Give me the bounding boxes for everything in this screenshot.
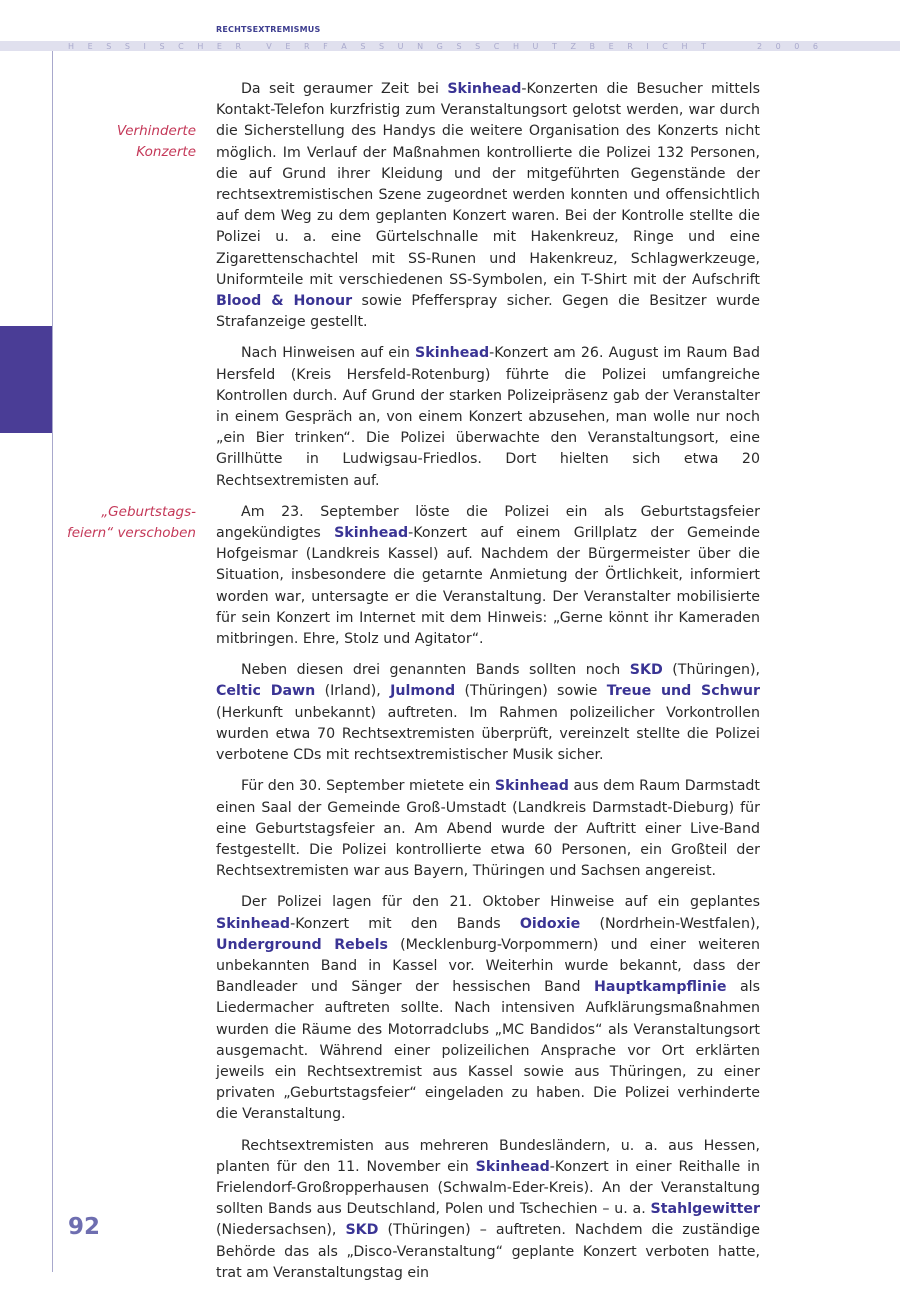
text-run: -Konzert auf einem Grillplatz der Gemeinde Hofgeismar (Landkreis Kassel) auf. Nachdem der Bürgermeister über die Situation, insbesondere die getarnte Anmietung der Örtlichkeit, informiert worden war, untersagte er die Veranstaltung. Der Veranstalter mobilisierte für sein Konzert im Internet mit dem Hinweis: „Gerne könnt ihr Kameraden mitbringen. Ehre, Stolz und Agitator“. <box>216 525 760 648</box>
header-letter: I <box>646 42 651 51</box>
paragraph <box>216 776 760 882</box>
header-letter: F <box>323 42 330 51</box>
highlighted-term: Skinhead <box>447 81 522 97</box>
text-run: (Niedersachsen), <box>216 1222 346 1239</box>
text-run: als Liedermacher auftreten sollte. Nach intensiven Aufklärungsmaßnahmen wurden die Räume des Motorradclubs „MC Bandidos“ als Veranstaltungsort ausgemacht. Während einer polizeilichen Ansprache vor Ort erklärten jeweils ein Rechtsextremist aus Kassel sowie aus Thüringen, zu einer privaten „Geburtstagsfeier“ eingeladen zu haben. Die Polizei verhinderte die Veranstaltung. <box>216 979 760 1123</box>
margin-rule <box>52 51 53 1272</box>
margin-note-geburtstagsfeiern <box>46 502 196 544</box>
margin-note-line: Verhinderte <box>116 123 196 139</box>
highlighted-term: Skinhead <box>415 345 490 362</box>
header-letter: V <box>266 42 274 51</box>
text-run: sowie Pfefferspray sicher. Gegen die Besitzer wurde Strafanzeige gestellt. <box>216 293 760 331</box>
highlighted-term: SKD <box>629 662 663 679</box>
header-letter: 6 <box>812 42 820 51</box>
header-letter: S <box>456 42 464 51</box>
header-letter: E <box>608 42 616 51</box>
text-run: Für den 30. September mietete ein <box>241 778 495 795</box>
margin-note-line: Konzerte <box>136 144 196 160</box>
highlighted-term: Skinhead <box>216 915 291 932</box>
header-letter: N <box>417 42 426 51</box>
page-number: 92 <box>68 1214 101 1240</box>
highlighted-term: Celtic Dawn <box>216 683 316 700</box>
text-run: (Irland), <box>315 683 391 700</box>
paragraph <box>216 502 760 650</box>
highlighted-term: Julmond <box>390 683 456 700</box>
paragraph <box>216 660 760 766</box>
highlighted-term: Underground Rebels <box>216 936 388 953</box>
header-letter: S <box>360 42 368 51</box>
header-letter: E <box>216 42 224 51</box>
text-run: -Konzert in einer Reithalle in Frielendorf-Großropperhausen (Schwalm-Eder-Kreis). An der Veranstaltung sollten Bands aus Deutschland, Polen und Tschechien – u. a. <box>216 1158 760 1218</box>
header-letter: G <box>436 42 445 51</box>
header-letter: U <box>532 42 541 51</box>
header-letter: 0 <box>794 42 802 51</box>
header-letter: C <box>662 42 670 51</box>
text-run: Nach Hinweisen auf ein <box>241 345 416 362</box>
text-run: -Konzerten die Besucher mittels Kontakt-Telefon kurzfristig zum Veranstaltungsort gelotst werden, war durch die Sicherstellung des Handys die weitere Organisation des Konzerts nicht möglich. Im Verlauf der Maßnahmen kontrollierte die Polizei 132 Personen, die auf Grund ihrer Kleidung und der mitgeführten Gegenstände der rechtsextremistischen Szene zugeordnet werden konnten und offensichtlich auf dem Weg zu dem geplanten Konzert waren. Bei der Kontrolle stellte die Polizei u. a. eine Gürtelschnalle mit Hakenkreuz, Ringe und eine Zigarettenschachtel mit SS-Runen und Hakenkreuz, Schlagwerkzeuge, Uniformteile mit verschiedenen SS-Symbolen, ein T-Shirt mit der Aufschrift <box>216 81 760 288</box>
section-label: RECHTSEXTREMISMUS <box>216 25 321 34</box>
header-letter: T <box>701 42 708 51</box>
header-letter: S <box>159 42 167 51</box>
highlighted-term: Skinhead <box>494 778 569 795</box>
header-letter: R <box>627 42 635 51</box>
header-letter: E <box>285 42 293 51</box>
header-letter: S <box>106 42 114 51</box>
header-letter: E <box>87 42 95 51</box>
header-letter: I <box>143 42 148 51</box>
text-run: Neben diesen drei genannten Bands sollten noch <box>241 662 630 679</box>
header-letter: U <box>397 42 406 51</box>
text-run: Da seit geraumer Zeit bei <box>241 81 448 97</box>
paragraph <box>216 343 760 491</box>
text-run: Rechtsextremisten aus mehreren Bundesländern, u. a. aus Hessen, planten für den 11. November ein <box>216 1137 760 1175</box>
margin-note-line: „Geburtstags- <box>101 504 196 520</box>
running-title <box>68 42 708 51</box>
highlighted-term: Oidoxie <box>519 915 581 932</box>
paragraph <box>216 79 760 333</box>
header-letter: S <box>379 42 387 51</box>
paragraph <box>216 892 760 1125</box>
header-letter: H <box>197 42 206 51</box>
text-run: -Konzert mit den Bands <box>290 915 520 932</box>
text-run: -Konzert am 26. August im Raum Bad Hersfeld (Kreis Hersfeld-Rotenburg) führte die Polizei umfangreiche Kontrollen durch. Auf Grund der starken Polizeipräsenz gab der Veranstalter in einem Gespräch an, von einem Konzert abzusehen, man wolle nur noch „ein Bier trinken“. Die Polizei überwachte den Veranstaltungsort, eine Grillhütte in Ludwigsau-Friedlos. Dort hielten sich etwa 20 Rechtsextremisten auf. <box>216 345 760 489</box>
header-letter: C <box>493 42 502 51</box>
body-text <box>216 79 760 1294</box>
header-letter: R <box>235 42 244 51</box>
paragraph <box>216 1136 760 1284</box>
text-run: Am 23. September löste die Polizei ein als Geburtstagsfeier angekündigtes <box>216 503 760 542</box>
text-run: (Mecklenburg-Vorpommern) und einer weiteren unbekannten Band in Kassel vor. Weiterhin wurde bekannt, dass der Bandleader und Sänger der hessischen Band <box>216 936 760 996</box>
text-run: (Thüringen) sowie <box>455 683 607 700</box>
text-run: (Herkunft unbekannt) auftreten. Im Rahmen polizeilicher Vorkontrollen wurden etwa 70 Rechtsextremisten überprüft, vereinzelt stellte die Polizei verbotene CDs mit rechtsextremistischer Musik sicher. <box>216 704 760 764</box>
header-letter: R <box>303 42 312 51</box>
header-letter: C <box>178 42 186 51</box>
highlighted-term: Treue und Schwur <box>606 683 760 700</box>
highlighted-term: Blood & Honour <box>216 293 353 310</box>
margin-note-line: feiern“ verschoben <box>66 525 196 541</box>
chapter-tab <box>0 326 52 433</box>
header-letter: H <box>681 42 690 51</box>
header-letter: S <box>475 42 483 51</box>
text-run: aus dem Raum Darmstadt einen Saal der Gemeinde Groß-Umstadt (Landkreis Darmstadt-Dieburg) für eine Geburtstagsfeier an. Am Abend wurde der Auftritt einer Live-Band festgestellt. Die Polizei kontrollierte etwa 60 Personen, ein Großteil der Rechtsextremisten war aus Bayern, Thüringen und Sachsen angereist. <box>216 778 760 880</box>
text-run: (Nordrhein-Westfalen), <box>580 915 760 932</box>
highlighted-term: SKD <box>345 1222 379 1239</box>
header-letter: Z <box>570 42 578 51</box>
header-letter: A <box>341 42 349 51</box>
header-letter: H <box>512 42 521 51</box>
header-letter: B <box>589 42 597 51</box>
header-letter: S <box>124 42 132 51</box>
header-letter: 2 <box>757 42 765 51</box>
text-run: (Thüringen), <box>662 662 760 679</box>
highlighted-term: Hauptkampflinie <box>594 979 727 996</box>
highlighted-term: Stahlgewitter <box>650 1201 760 1218</box>
header-letter: T <box>551 42 559 51</box>
header-letter: 0 <box>775 42 783 51</box>
text-run: (Thüringen) – auftreten. Nachdem die zuständige Behörde das als „Disco-Veranstaltung“ geplante Konzert verboten hatte, trat am Veranstaltungstag ein <box>216 1222 760 1281</box>
report-year <box>757 42 820 51</box>
text-run: Der Polizei lagen für den 21. Oktober Hinweise auf ein geplantes <box>241 894 760 911</box>
margin-note-verhinderte-konzerte <box>46 121 196 163</box>
highlighted-term: Skinhead <box>475 1158 550 1175</box>
highlighted-term: Skinhead <box>334 525 409 542</box>
header-letter: H <box>68 42 77 51</box>
